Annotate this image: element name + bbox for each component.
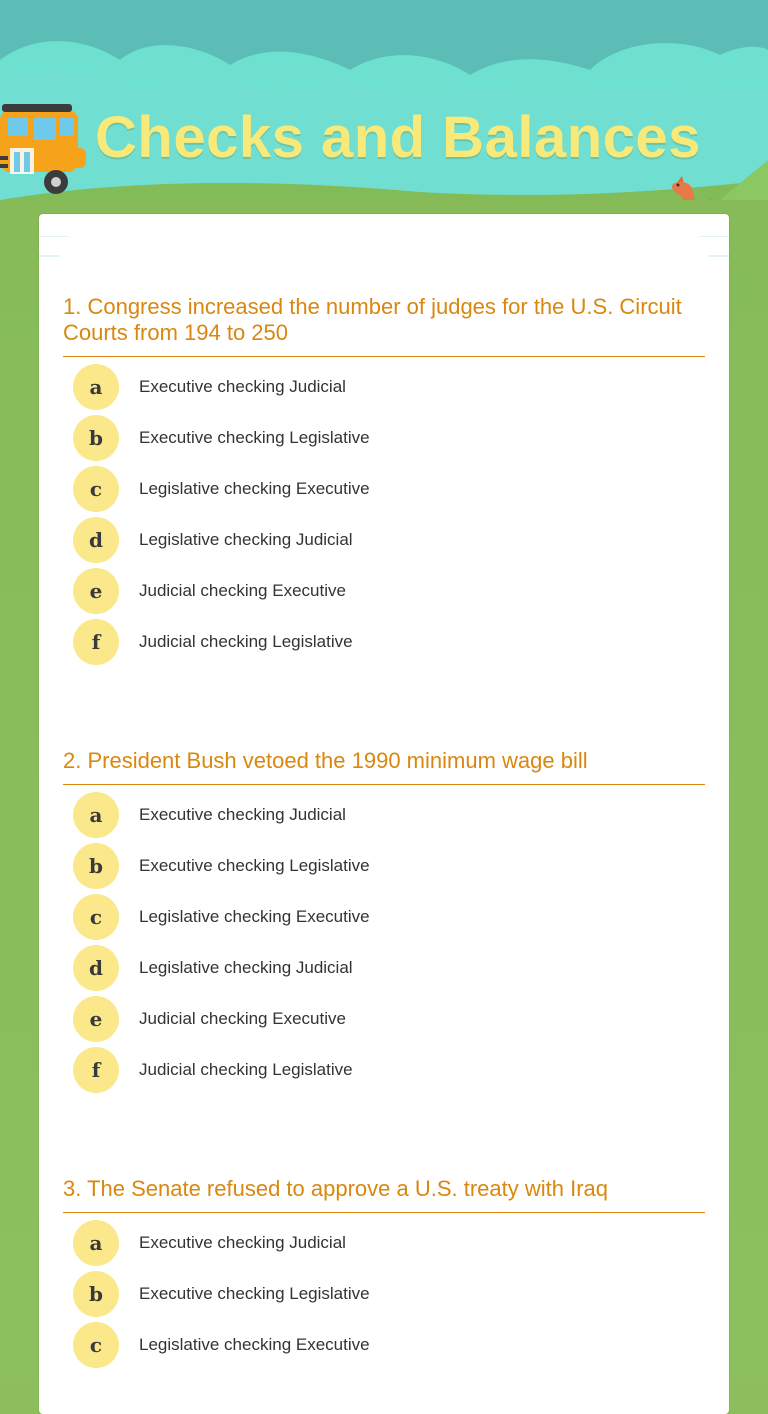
options-list [63, 361, 705, 667]
option-label: Judicial checking Executive [139, 1008, 346, 1028]
question-text: 2. President Bush vetoed the 1990 minimum wage bill [63, 748, 705, 785]
option-a[interactable] [63, 789, 705, 840]
option-a[interactable] [63, 361, 705, 412]
option-letter-badge: c [73, 1322, 119, 1368]
option-label: Legislative checking Executive [139, 1334, 370, 1354]
option-b[interactable] [63, 412, 705, 463]
option-label: Executive checking Legislative [139, 1283, 370, 1303]
option-label: Judicial checking Executive [139, 580, 346, 600]
option-c[interactable] [63, 463, 705, 514]
option-c[interactable] [63, 1319, 705, 1370]
option-label: Judicial checking Legislative [139, 1059, 353, 1079]
option-c[interactable] [63, 891, 705, 942]
option-letter-badge: d [73, 517, 119, 563]
option-letter-badge: f [73, 619, 119, 665]
option-letter-badge: e [73, 568, 119, 614]
option-label: Executive checking Legislative [139, 855, 370, 875]
option-letter-badge: b [73, 415, 119, 461]
question-text: 1. Congress increased the number of judges for the U.S. Circuit Courts from 194 to 250 [63, 294, 705, 357]
option-letter-badge: f [73, 1047, 119, 1093]
option-label: Legislative checking Judicial [139, 529, 353, 549]
option-letter-badge: c [73, 894, 119, 940]
question-text: 3. The Senate refused to approve a U.S. treaty with Iraq [63, 1176, 705, 1213]
page-title: Checks and Balances [95, 105, 701, 170]
question-2 [63, 748, 705, 1095]
option-f[interactable] [63, 616, 705, 667]
option-f[interactable] [63, 1044, 705, 1095]
option-e[interactable] [63, 565, 705, 616]
option-d[interactable] [63, 942, 705, 993]
option-b[interactable] [63, 840, 705, 891]
option-label: Executive checking Judicial [139, 804, 346, 824]
option-e[interactable] [63, 993, 705, 1044]
option-letter-badge: b [73, 1271, 119, 1317]
card-divider-decoration [39, 236, 729, 276]
option-letter-badge: d [73, 945, 119, 991]
option-label: Legislative checking Judicial [139, 957, 353, 977]
option-b[interactable] [63, 1268, 705, 1319]
option-label: Executive checking Judicial [139, 1232, 346, 1252]
option-label: Executive checking Judicial [139, 376, 346, 396]
option-d[interactable] [63, 514, 705, 565]
worksheet-card [39, 214, 729, 1414]
option-label: Legislative checking Executive [139, 478, 370, 498]
option-letter-badge: a [73, 792, 119, 838]
option-label: Legislative checking Executive [139, 906, 370, 926]
option-label: Judicial checking Legislative [139, 631, 353, 651]
school-bus-icon [0, 100, 95, 200]
options-list [63, 1217, 705, 1370]
option-label: Executive checking Legislative [139, 427, 370, 447]
option-letter-badge: a [73, 364, 119, 410]
option-letter-badge: e [73, 996, 119, 1042]
question-3 [63, 1176, 705, 1370]
option-letter-badge: b [73, 843, 119, 889]
option-a[interactable] [63, 1217, 705, 1268]
option-letter-badge: c [73, 466, 119, 512]
question-1 [63, 294, 705, 667]
option-letter-badge: a [73, 1220, 119, 1266]
options-list [63, 789, 705, 1095]
